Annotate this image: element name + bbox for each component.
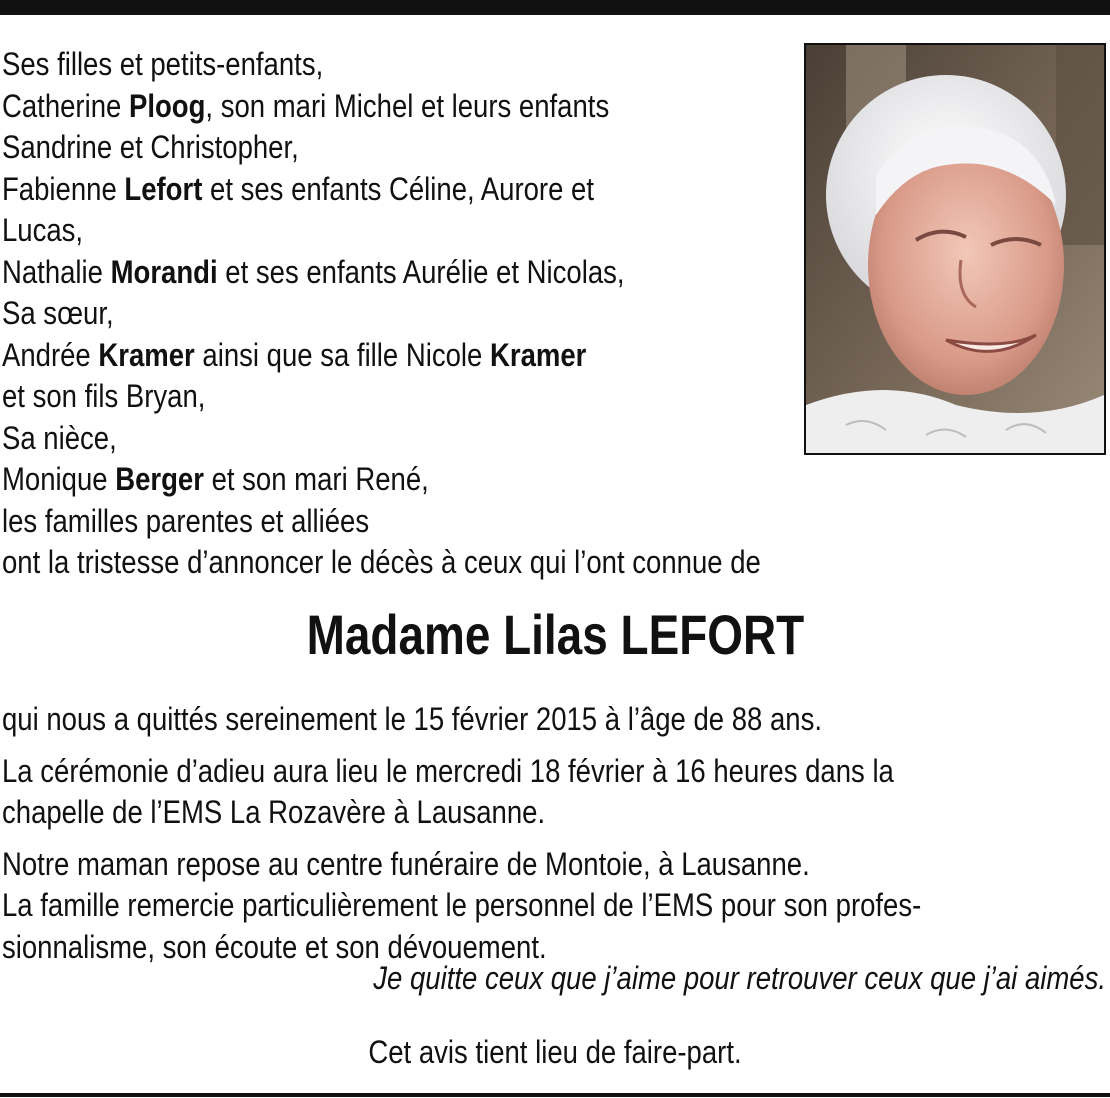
body-line: qui nous a quittés sereinement le 15 février 2015 à l’âge de 88 ans.	[2, 701, 823, 737]
intro-line: Sa sœur,	[2, 295, 114, 331]
intro-line: ont la tristesse d’annoncer le décès à ceux qui l’ont connue de	[2, 544, 761, 580]
intro-line: Andrée Kramer ainsi que sa fille Nicole Kramer	[2, 336, 587, 373]
family-announcement	[2, 44, 761, 584]
family-surname: Morandi	[110, 253, 218, 290]
family-surname: Lefort	[124, 170, 203, 207]
family-surname: Kramer	[98, 336, 195, 373]
notice-line: Cet avis tient lieu de faire-part.	[368, 1034, 742, 1070]
body-line: chapelle de l’EMS La Rozavère à Lausanne.	[2, 794, 546, 830]
body-line: La famille remercie particulièrement le personnel de l’EMS pour son profes-	[2, 887, 922, 923]
intro-line: Ses filles et petits-enfants,	[2, 46, 324, 82]
body-line: Notre maman repose au centre funéraire de Montoie, à Lausanne.	[2, 845, 810, 882]
body-line: sionnalisme, son écoute et son dévouement.	[2, 928, 547, 965]
intro-line: Nathalie Morandi et ses enfants Aurélie et Nicolas,	[2, 253, 625, 290]
portrait-photo	[804, 43, 1106, 455]
top-rule	[0, 0, 1110, 15]
intro-line: Fabienne Lefort et ses enfants Céline, Aurore et	[2, 170, 594, 207]
family-surname: Berger	[115, 461, 204, 497]
intro-line: et son fils Bryan,	[2, 378, 206, 414]
family-surname: Ploog	[128, 87, 206, 124]
intro-line: les familles parentes et alliées	[2, 502, 370, 539]
family-surname: Kramer	[489, 336, 587, 373]
announcement-body	[2, 699, 1110, 968]
intro-line: Catherine Ploog, son mari Michel et leurs enfants	[2, 87, 610, 124]
deceased-name-heading: Madame Lilas LEFORT	[306, 603, 804, 666]
intro-line: Monique Berger et son mari René,	[2, 461, 429, 497]
intro-line: Sandrine et Christopher,	[2, 129, 299, 165]
closing-quote: Je quitte ceux que j’aime pour retrouver ceux que j’ai aimés.	[373, 960, 1106, 996]
body-line: La cérémonie d’adieu aura lieu le mercredi 18 février à 16 heures dans la	[2, 752, 894, 789]
intro-line: Lucas,	[2, 212, 84, 248]
bottom-rule	[0, 1093, 1110, 1097]
intro-line: Sa nièce,	[2, 419, 117, 456]
